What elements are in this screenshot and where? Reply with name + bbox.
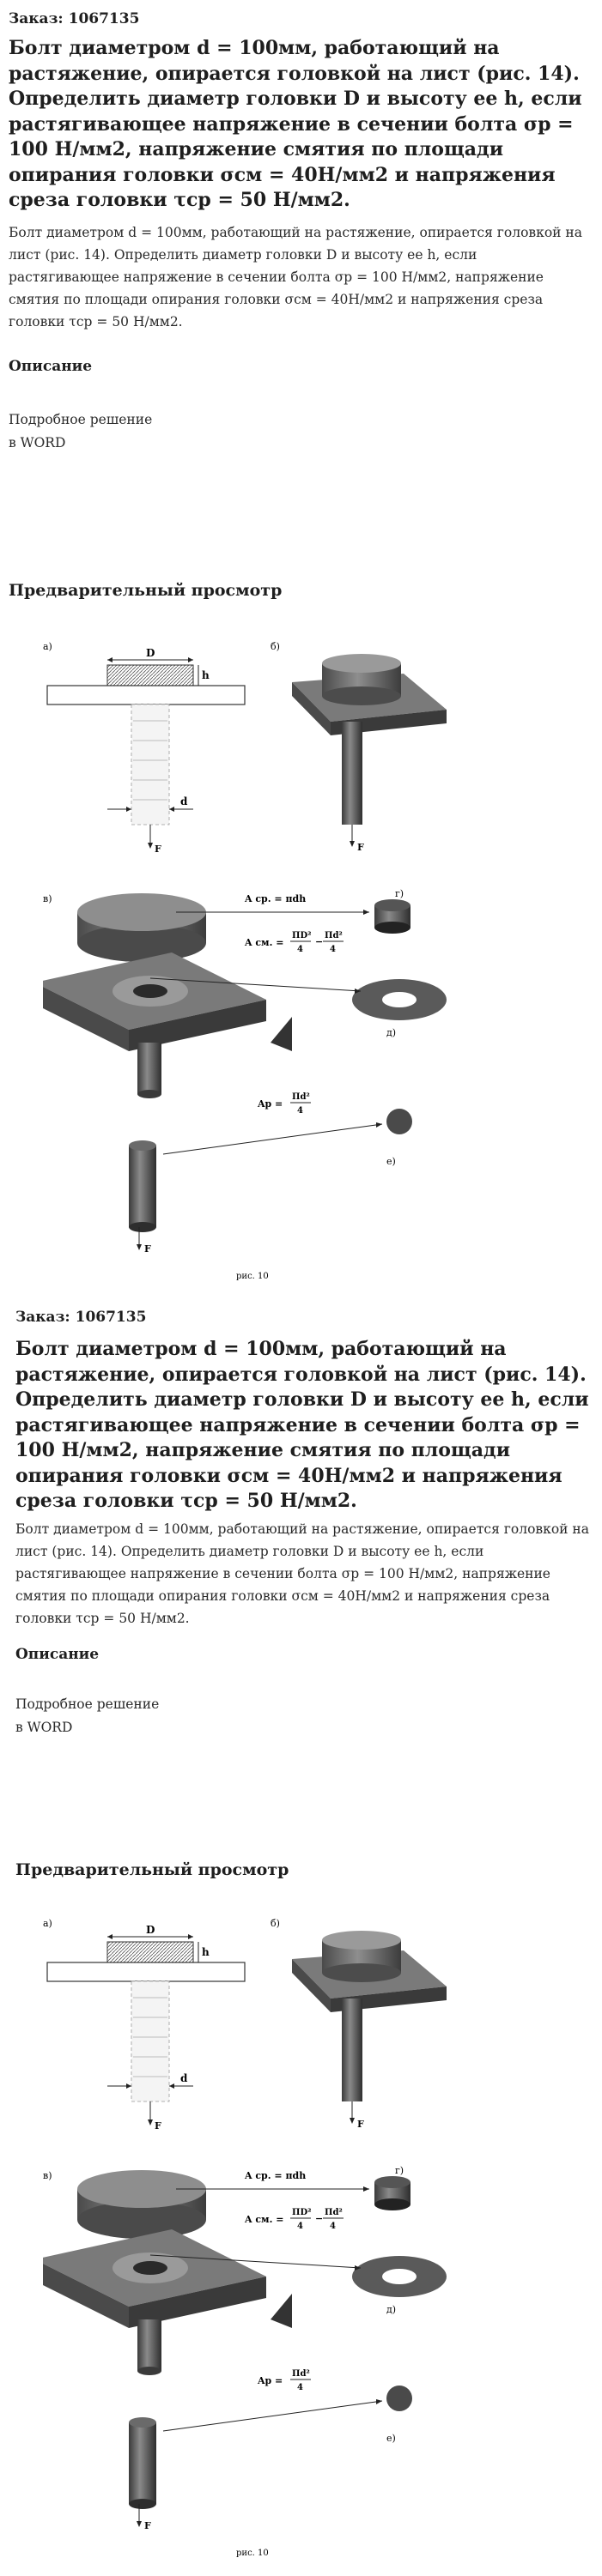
label-a: а) — [43, 1918, 52, 1929]
order-label: Заказ: 1067135 — [15, 1309, 147, 1326]
formula-bearing-num2: Πd² — [325, 931, 343, 940]
label-v: в) — [43, 2170, 52, 2181]
formula-tension-left: Ap = — [258, 1098, 283, 1110]
formula-bearing-num1: ΠD² — [292, 931, 312, 940]
formula-tension-den: 4 — [297, 1106, 303, 1116]
formula-shear: A ср. = πdh — [245, 2170, 307, 2181]
preview-heading: Предварительный просмотр — [15, 1860, 289, 1879]
formula-bearing-den1: 4 — [297, 2222, 303, 2231]
formula-tension-num: Πd² — [292, 1092, 310, 1102]
preview-heading: Предварительный просмотр — [9, 581, 283, 600]
formula-bearing-left: A см. = — [245, 937, 284, 948]
label-b: б) — [271, 641, 280, 652]
force-F-v: F — [144, 1243, 151, 1255]
dim-h: h — [202, 1946, 210, 1958]
formula-bearing-den2: 4 — [330, 945, 336, 954]
shear-cylinder — [374, 899, 410, 934]
description-line-2: в WORD — [15, 1720, 73, 1735]
formula-bearing-num2: Πd² — [325, 2208, 343, 2217]
formula-bearing-den1: 4 — [297, 945, 303, 954]
dim-h: h — [202, 669, 210, 681]
formula-tension-left: Ap = — [258, 2375, 283, 2386]
formula-bearing-den2: 4 — [330, 2222, 336, 2231]
formula-bearing-num1: ΠD² — [292, 2208, 312, 2217]
bolt-diagram — [43, 1916, 472, 2568]
dim-d: d — [180, 795, 188, 807]
formula-tension-num: Πd² — [292, 2369, 310, 2379]
label-g: г) — [395, 2165, 404, 2176]
label-e: е) — [386, 1156, 396, 1167]
formula-bearing-minus: − — [315, 2213, 324, 2224]
dim-D: D — [146, 647, 155, 659]
bolt-diagram — [43, 639, 472, 1291]
bearing-ring — [352, 979, 447, 1020]
preview-figure — [43, 639, 472, 1291]
label-a: а) — [43, 641, 52, 652]
label-d: д) — [386, 2304, 397, 2315]
label-v: в) — [43, 893, 52, 904]
section-view — [47, 1924, 245, 2132]
task-title: Болт диаметром d = 100мм, работающий на растяжение, опирается головкой на лист (рис. 14). Определить диаметр головки D и высоту ее h, если растягивающее напряжение в сечении болта σр = 100 Н/мм2, напряжение смятия по площади опирания головки σсм = 40Н/мм2 и напряжения среза головки τср = 50 Н/мм2. — [9, 37, 582, 211]
task-body: Болт диаметром d = 100мм, работающий на растяжение, опирается головкой на лист (рис. 14). Определить диаметр головки D и высоту ее h, если растягивающее напряжение в сечении болта σр = 100 Н/мм2, напряжение смятия по площади опирания головки σсм = 40Н/мм2 и напряжения среза головки τср = 50 Н/мм2. — [15, 1521, 589, 1626]
force-F-v: F — [144, 2520, 151, 2531]
tension-disk — [386, 1109, 412, 1134]
formula-bearing-left: A см. = — [245, 2214, 284, 2225]
label-b: б) — [271, 1918, 280, 1929]
formula-shear: A ср. = πdh — [245, 893, 307, 904]
shear-cylinder — [374, 2176, 410, 2210]
label-e: е) — [386, 2433, 396, 2444]
figure-caption: рис. 10 — [236, 2549, 269, 2558]
dim-d: d — [180, 2072, 188, 2084]
dim-D: D — [146, 1924, 155, 1936]
description-line-2: в WORD — [9, 435, 66, 450]
task-title: Болт диаметром d = 100мм, работающий на растяжение, опирается головкой на лист (рис. 14). Определить диаметр головки D и высоту ее h, если растягивающее напряжение в сечении болта σр = 100 Н/мм2, напряжение смятия по площади опирания головки σсм = 40Н/мм2 и напряжения среза головки τср = 50 Н/мм2. — [15, 1338, 589, 1512]
section-view — [47, 647, 245, 855]
label-d: д) — [386, 1027, 397, 1038]
tension-disk — [386, 2386, 412, 2411]
preview-figure — [43, 1916, 472, 2568]
formula-bearing-minus: − — [315, 936, 324, 947]
description-heading: Описание — [9, 358, 93, 375]
description-line-1: Подробное решение — [9, 412, 153, 427]
order-label: Заказ: 1067135 — [9, 10, 140, 27]
label-g: г) — [395, 888, 404, 899]
formula-tension-den: 4 — [297, 2383, 303, 2392]
task-body: Болт диаметром d = 100мм, работающий на растяжение, опирается головкой на лист (рис. 14). Определить диаметр головки D и высоту ее h, если растягивающее напряжение в сечении болта σр = 100 Н/мм2, напряжение смятия по площади опирания головки σсм = 40Н/мм2 и напряжения среза головки τср = 50 Н/мм2. — [9, 225, 582, 330]
force-F-a: F — [155, 844, 161, 855]
bearing-ring — [352, 2256, 447, 2297]
figure-caption: рис. 10 — [236, 1272, 269, 1281]
force-F-b: F — [357, 842, 364, 853]
bolt-3d-view — [292, 654, 447, 853]
force-F-a: F — [155, 2120, 161, 2132]
order-block-2 — [0, 1309, 602, 2576]
description-line-1: Подробное решение — [15, 1696, 160, 1712]
force-F-b: F — [357, 2119, 364, 2130]
bolt-3d-view — [292, 1931, 447, 2130]
description-heading: Описание — [15, 1646, 100, 1663]
